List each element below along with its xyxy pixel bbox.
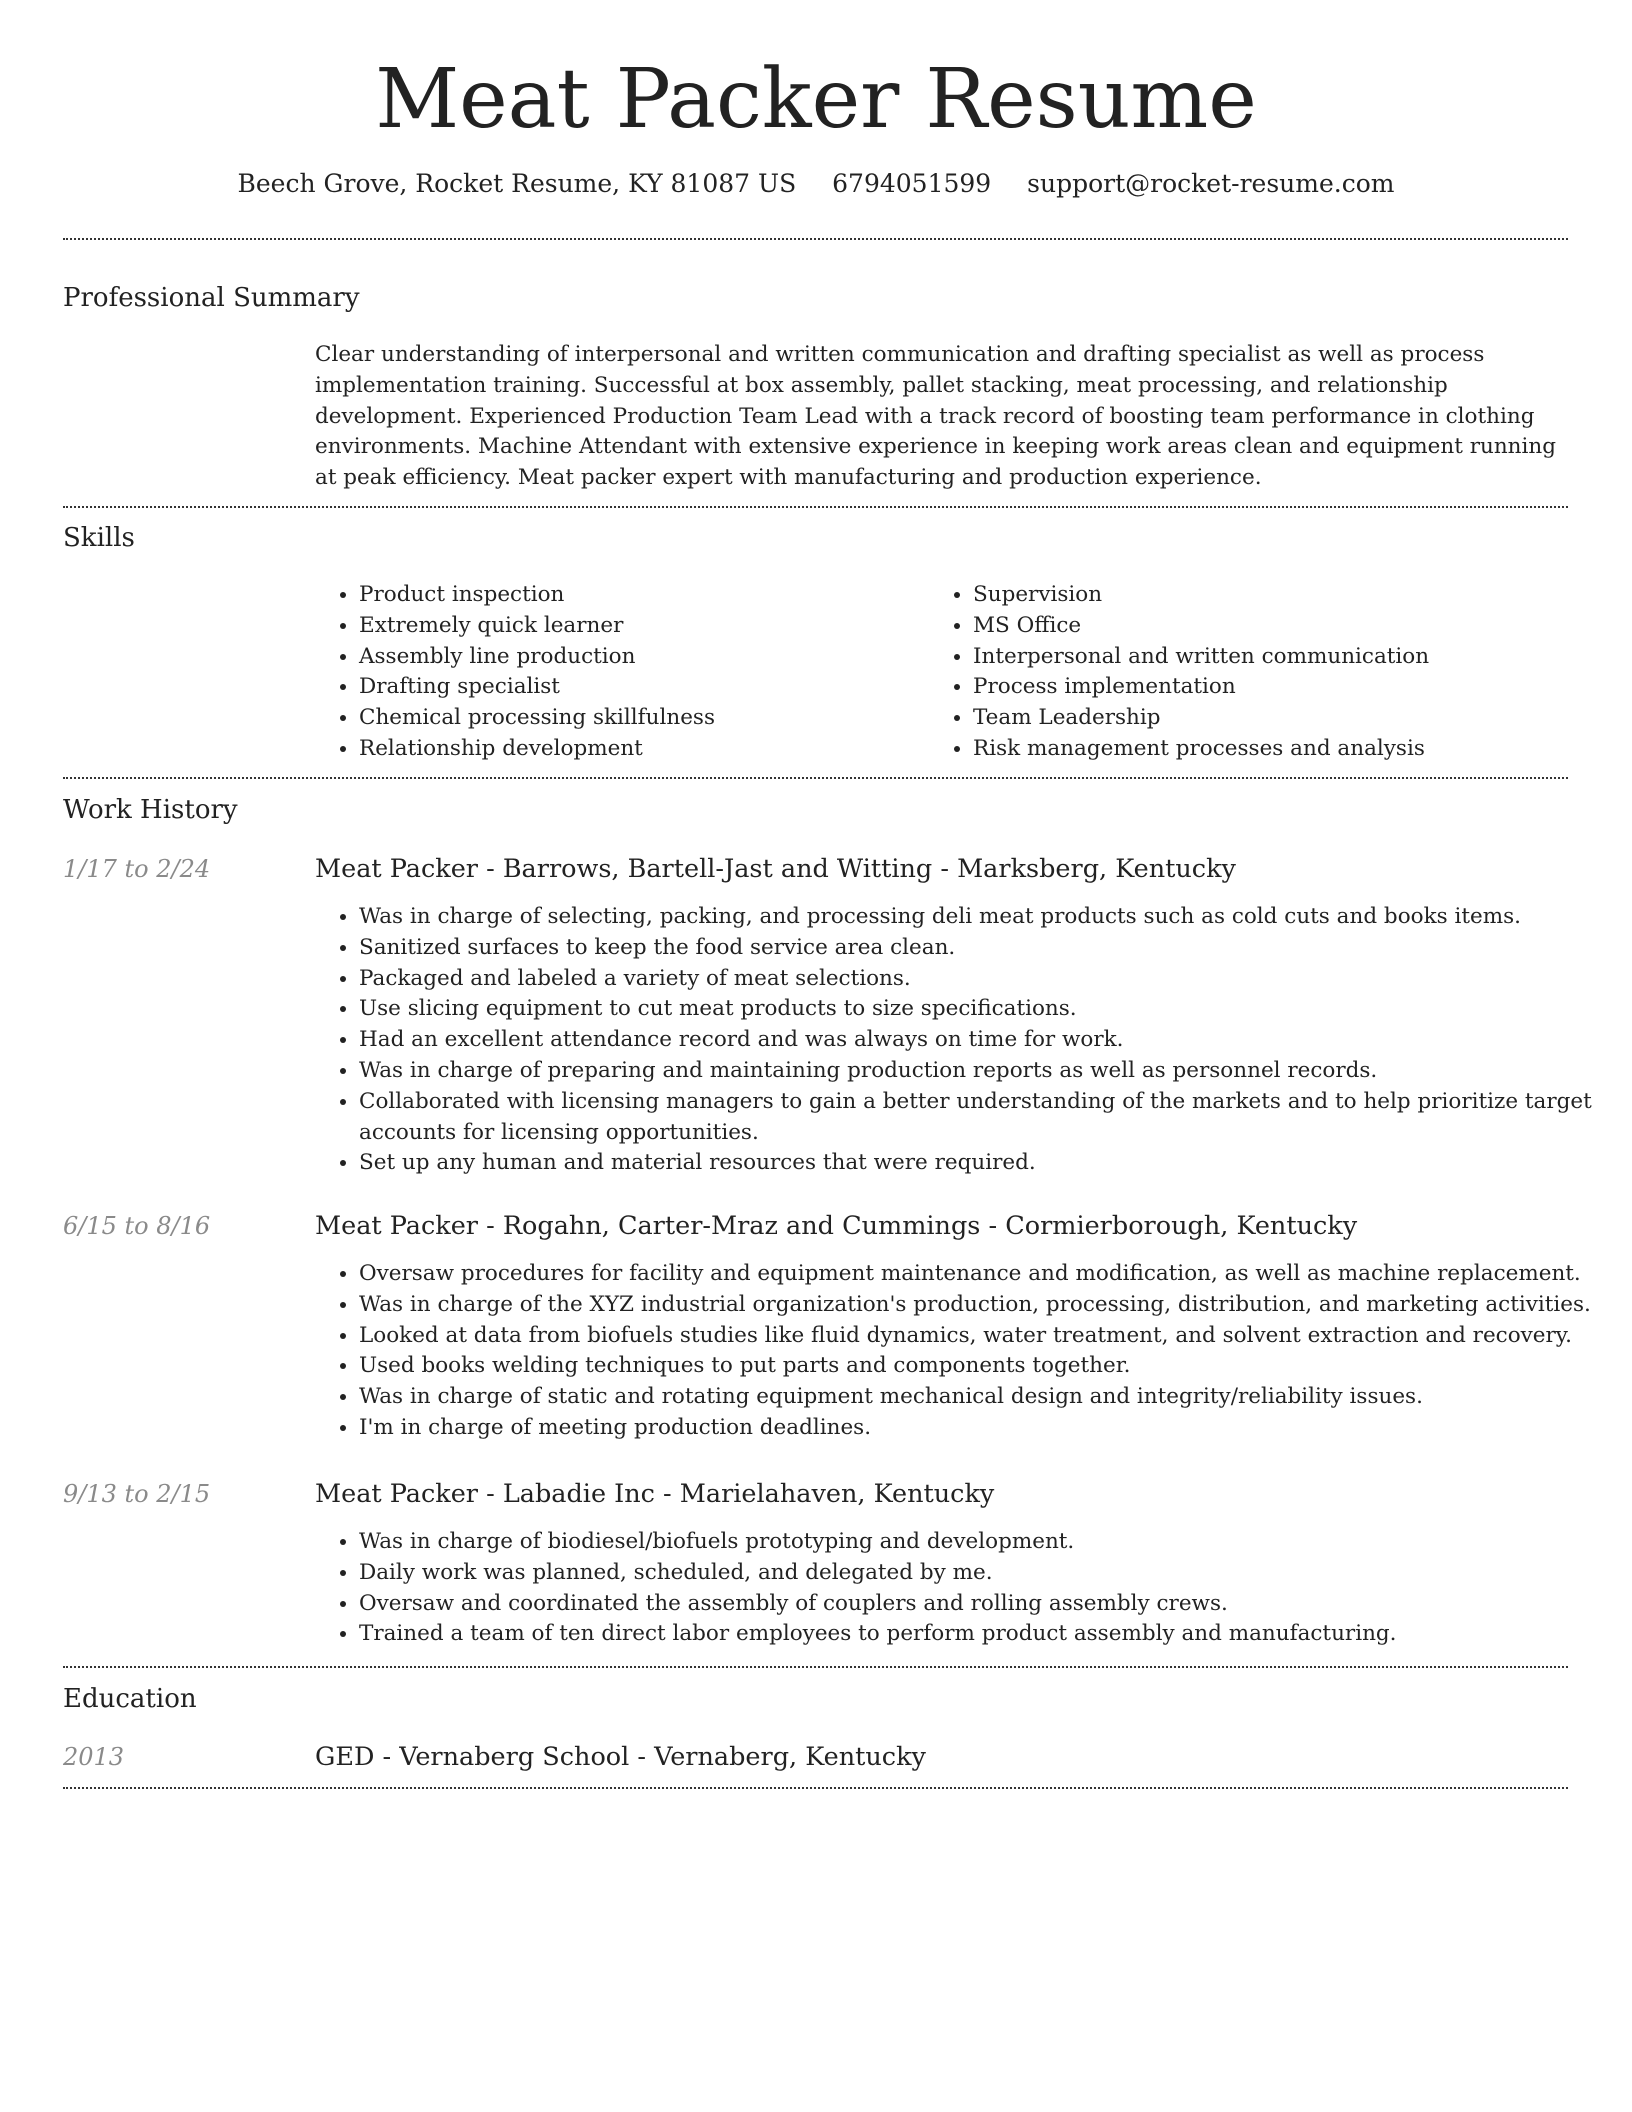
job-bullet: • Looked at data from biofuels studies like fluid dynamics, water treatment, and solvent extraction and recovery.: [359, 1321, 1609, 1352]
section-divider: [63, 238, 1568, 240]
skill-item: • Product inspection: [359, 580, 919, 611]
contact-address: Beech Grove, Rocket Resume, KY 81087 US: [237, 169, 797, 198]
skills-list-right: [929, 580, 1593, 765]
section-divider: [63, 506, 1568, 508]
skill-item: • Interpersonal and written communication: [973, 642, 1593, 673]
job-bullet: • Set up any human and material resources that were required.: [359, 1148, 1609, 1179]
job-bullet: • Was in charge of biodiesel/biofuels prototyping and development.: [359, 1527, 1609, 1558]
education-year: 2013: [63, 1743, 125, 1771]
skills-list-left: [315, 580, 919, 765]
section-divider: [63, 1666, 1568, 1668]
job-bullets: [315, 902, 1609, 1179]
job-bullet: • Daily work was planned, scheduled, and delegated by me.: [359, 1558, 1609, 1589]
work-section-title: Work History: [63, 795, 238, 825]
job-dates: 6/15 to 8/16: [63, 1212, 211, 1240]
job-heading: Meat Packer - Rogahn, Carter-Mraz and Cummings - Cormierborough, Kentucky: [315, 1211, 1358, 1241]
job-heading: Meat Packer - Labadie Inc - Marielahaven, Kentucky: [315, 1479, 995, 1509]
job-heading: Meat Packer - Barrows, Bartell-Jast and Witting - Marksberg, Kentucky: [315, 854, 1236, 884]
contact-line: [0, 168, 1632, 200]
job-bullet: • Trained a team of ten direct labor employees to perform product assembly and manufacturing.: [359, 1619, 1609, 1650]
job-bullet: • Oversaw and coordinated the assembly of couplers and rolling assembly crews.: [359, 1589, 1609, 1620]
job-bullet: • Was in charge of the XYZ industrial organization's production, processing, distribution, and marketing activities.: [359, 1290, 1609, 1321]
job-bullet: • Oversaw procedures for facility and equipment maintenance and modification, as well as machine replacement.: [359, 1259, 1609, 1290]
job-dates: 1/17 to 2/24: [63, 855, 211, 883]
job-bullet: • Collaborated with licensing managers to gain a better understanding of the markets and to help prioritize target accounts for licensing opportunities.: [359, 1087, 1609, 1149]
skill-item: • Chemical processing skillfulness: [359, 703, 919, 734]
job-bullet: • Had an excellent attendance record and was always on time for work.: [359, 1025, 1609, 1056]
resume-title: Meat Packer Resume: [375, 52, 1257, 147]
education-heading: GED - Vernaberg School - Vernaberg, Kentucky: [315, 1742, 926, 1772]
job-bullet: • Use slicing equipment to cut meat products to size specifications.: [359, 994, 1609, 1025]
education-section-title: Education: [63, 1684, 197, 1714]
job-bullet: • Used books welding techniques to put parts and components together.: [359, 1351, 1609, 1382]
job-bullet: • Was in charge of static and rotating equipment mechanical design and integrity/reliability issues.: [359, 1382, 1609, 1413]
skills-section-title: Skills: [63, 523, 135, 553]
skill-item: • Team Leadership: [973, 703, 1593, 734]
skill-item: • Relationship development: [359, 734, 919, 765]
contact-email: support@rocket-resume.com: [1027, 169, 1395, 198]
skill-item: • Process implementation: [973, 672, 1593, 703]
contact-phone: 6794051599: [832, 169, 992, 198]
summary-section-title: Professional Summary: [63, 283, 360, 313]
skill-item: • Assembly line production: [359, 642, 919, 673]
job-bullet: • Was in charge of preparing and maintaining production reports as well as personnel records.: [359, 1056, 1609, 1087]
section-divider: [63, 777, 1568, 779]
skill-item: • Drafting specialist: [359, 672, 919, 703]
skill-item: • MS Office: [973, 611, 1593, 642]
job-bullet: • Packaged and labeled a variety of meat selections.: [359, 964, 1609, 995]
skill-item: • Risk management processes and analysis: [973, 734, 1593, 765]
job-dates: 9/13 to 2/15: [63, 1480, 211, 1508]
section-divider: [63, 1787, 1568, 1789]
job-bullets: [315, 1527, 1609, 1650]
job-bullet: • Was in charge of selecting, packing, and processing deli meat products such as cold cuts and books items.: [359, 902, 1609, 933]
job-bullet: • I'm in charge of meeting production deadlines.: [359, 1413, 1609, 1444]
job-bullet: • Sanitized surfaces to keep the food service area clean.: [359, 933, 1609, 964]
summary-text: Clear understanding of interpersonal and written communication and drafting specialist as well as process implementation training. Successful at box assembly, pallet stacking, meat processing, and relationship development. Experienced Production Team Lead with a track record of boosting team performance in clothing environments. Machine Attendant with extensive experience in keeping work areas clean and equipment running at peak efficiency. Meat packer expert with manufacturing and production experience.: [315, 342, 1557, 491]
job-bullets: [315, 1259, 1609, 1444]
skill-item: • Extremely quick learner: [359, 611, 919, 642]
skill-item: • Supervision: [973, 580, 1593, 611]
